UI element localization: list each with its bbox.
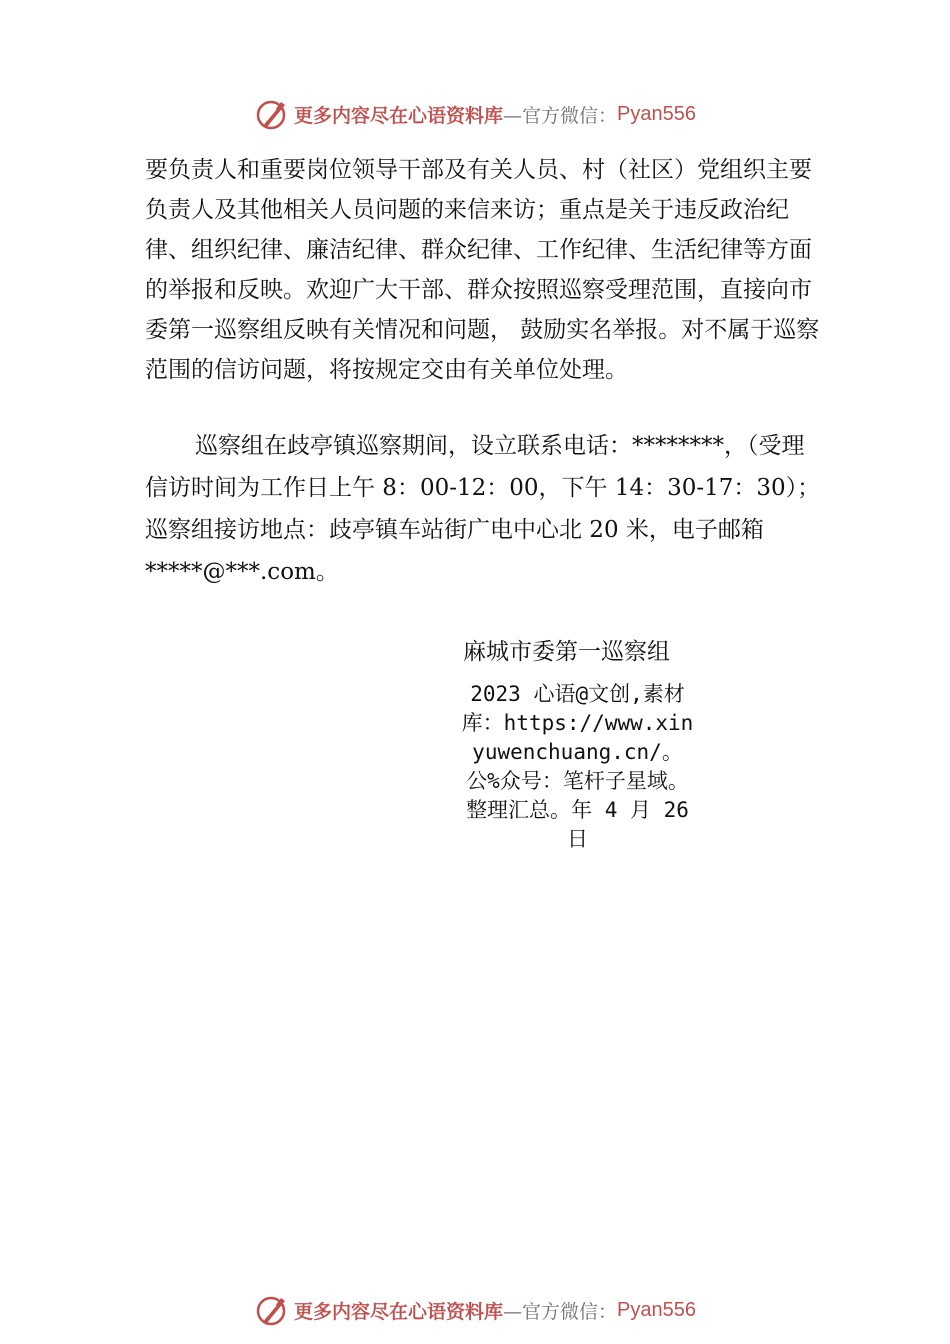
banner-slogan: 更多内容尽在心语资料库 (294, 104, 504, 127)
footer-banner (0, 1290, 950, 1330)
body-paragraph-1: 要负责人和重要岗位领导干部及有关人员、村（社区）党组织主要负责人及其他相关人员问题的来信来访；重点是关于违反政治纪律、组织纪律、廉洁纪律、群众纪律、工作纪律、生活纪律等方面的举报和反映。欢迎广大干部、群众按照巡察受理范围，直接向市委第一巡察组反映有关情况和问题， 鼓励实名举报。对不属于巡察范围的信访问题，将按规定交由有关单位处理。 (145, 157, 820, 383)
quill-pen-logo-icon (254, 96, 290, 132)
banner-wechat-label: —官方微信： (503, 1300, 618, 1323)
header-banner (0, 94, 950, 134)
body-paragraph-2: 巡察组在歧亭镇巡察期间，设立联系电话：********，（受理信访时间为工作日上午 8：00-12：00，下午 14：30-17：30）；巡察组接访地点：歧亭镇车站街广电中心北 20 米，电子邮箱 *****@***.com。 (145, 433, 821, 585)
signature-organization: 麻城市委第一巡察组 (463, 639, 670, 665)
banner-wechat-id: Pyan556 (617, 1298, 696, 1321)
banner-slogan: 更多内容尽在心语资料库 (294, 1300, 504, 1323)
quill-pen-logo-icon (254, 1292, 290, 1328)
signature-date: 2023 心语@文创,素材库：https://www.xinyuwenchuang.cn/。公%众号：笔杆子星域。整理汇总。年 4 月 26 日 (461, 682, 694, 851)
banner-wechat-label: —官方微信： (503, 104, 618, 127)
banner-wechat-id: Pyan556 (617, 102, 696, 125)
